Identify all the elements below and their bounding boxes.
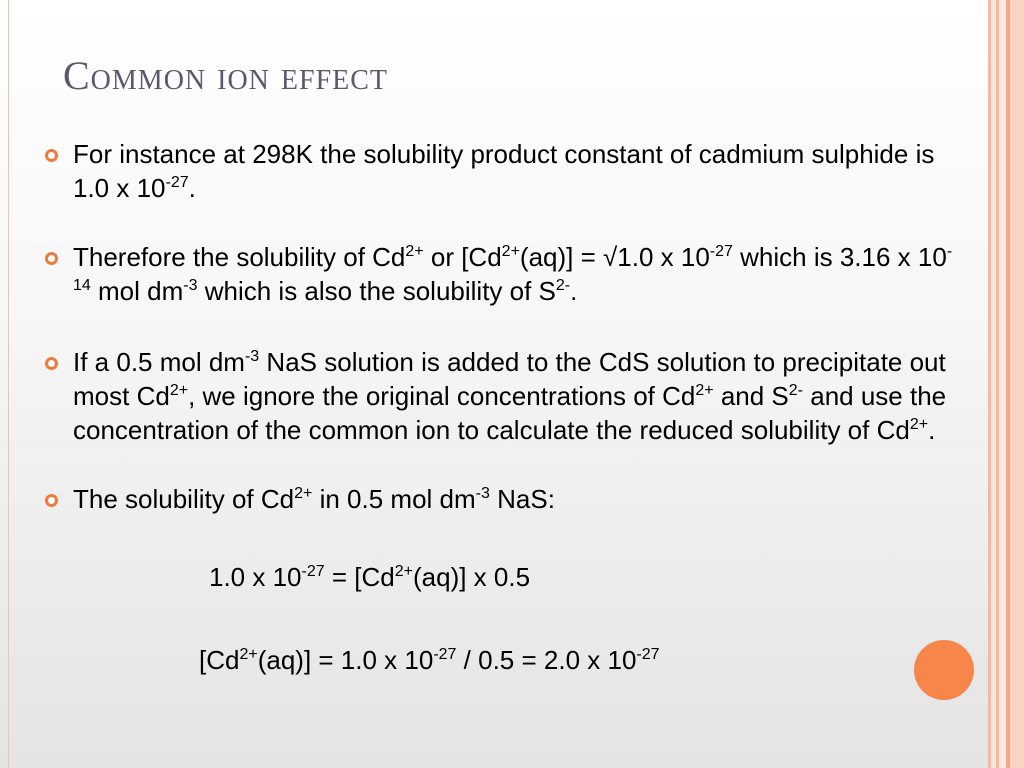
bullet-ksp: For instance at 298K the solubility product constant of cadmium sulphide is 1.0 x $10^{-27}$. xyxy=(45,137,965,205)
equation-2: $[Cd^{2+}(aq)] = 1.0$ x $10^{-27} / 0.5 = 2.0$ x $10^{-27}$ xyxy=(199,645,660,675)
bullet-icon xyxy=(45,494,58,507)
bullet-icon xyxy=(45,252,58,265)
bullet-list xyxy=(45,137,965,516)
slide-title: Common ion effect xyxy=(63,53,389,98)
decorative-circle xyxy=(914,640,974,700)
bullet-icon xyxy=(45,149,58,162)
bullet-nas-solubility: The solubility of $Cd^{2+}$ in 0.5 mol $dm^{-3}$ NaS: xyxy=(45,482,965,516)
bullet-common-ion: If a 0.5 mol $dm^{-3}$ NaS solution is added to the CdS solution to precipitate out most $Cd^{2+}$, we ignore the original concentrations of $Cd^{2+}$ and $S^{2-}$ and use the concentration of the common ion to calculate the reduced solubility of $Cd^{2+}$. xyxy=(45,345,965,447)
decorative-stripes xyxy=(984,0,1024,768)
bullet-icon xyxy=(45,357,58,370)
bullet-solubility: Therefore the solubility of $Cd^{2+}$ or $[Cd^{2+}(aq)] = √1.0$ x $10^{-27}$ which is 3.16 x $10^{-14}$ mol $dm^{-3}$ which is also the solubility of $S^{2-}$. xyxy=(45,240,965,308)
equation-1: 1.0 x $10^{-27} = [Cd^{2+}(aq)]$ x 0.5 xyxy=(209,562,531,592)
